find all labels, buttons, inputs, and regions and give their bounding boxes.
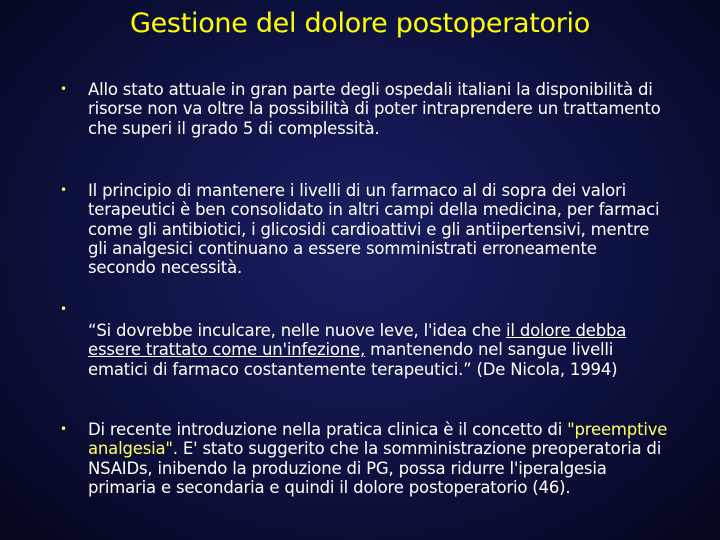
bullet-icon: • [60,82,67,96]
quote-paragraph [88,321,658,379]
bullet-text: Allo stato attuale in gran parte degli ospedali italiani la disponibilità di risorse non va oltre la possibilità di poter intraprendere un trattamento che superi il grado 5 di complessità. [88,80,661,138]
slide-title: Gestione del dolore postoperatorio [130,8,590,39]
bullet-text [88,420,668,497]
preemptive-analgesia-term: "preemptive analgesia" [88,420,668,459]
bullet-icon: • [60,302,67,316]
bullet-icon: • [60,422,67,436]
bullet-text-before: Di recente introduzione nella pratica clinica è il concetto di [88,420,568,439]
bullet-text: Il principio di mantenere i livelli di un farmaco al di sopra dei valori terapeutici è ben consolidato in altri campi della medicina, per farmaci come gli antibiotici, i glicosidi cardioattivi e gli antiipertensivi, mentre gli analgesici continuano a essere somministrati erroneamente secondo necessità. [88,181,660,278]
quote-text-after: mantenendo nel sangue livelli ematici di farmaco costantemente terapeutici.” (De Nicola, 1994) [88,340,618,379]
bullet-icon: • [60,183,67,197]
bullet-text-after: . E' stato suggerito che la somministrazione preoperatoria di NSAIDs, inibendo la produzione di PG, possa ridurre l'iperalgesia primaria e secondaria e quindi il dolore postoperatorio (46). [88,439,662,497]
quote-text-before: “Si dovrebbe inculcare, nelle nuove leve, l'idea che [88,321,506,340]
quote-underlined-text: il dolore debba essere trattato come un'infezione, [88,321,627,360]
